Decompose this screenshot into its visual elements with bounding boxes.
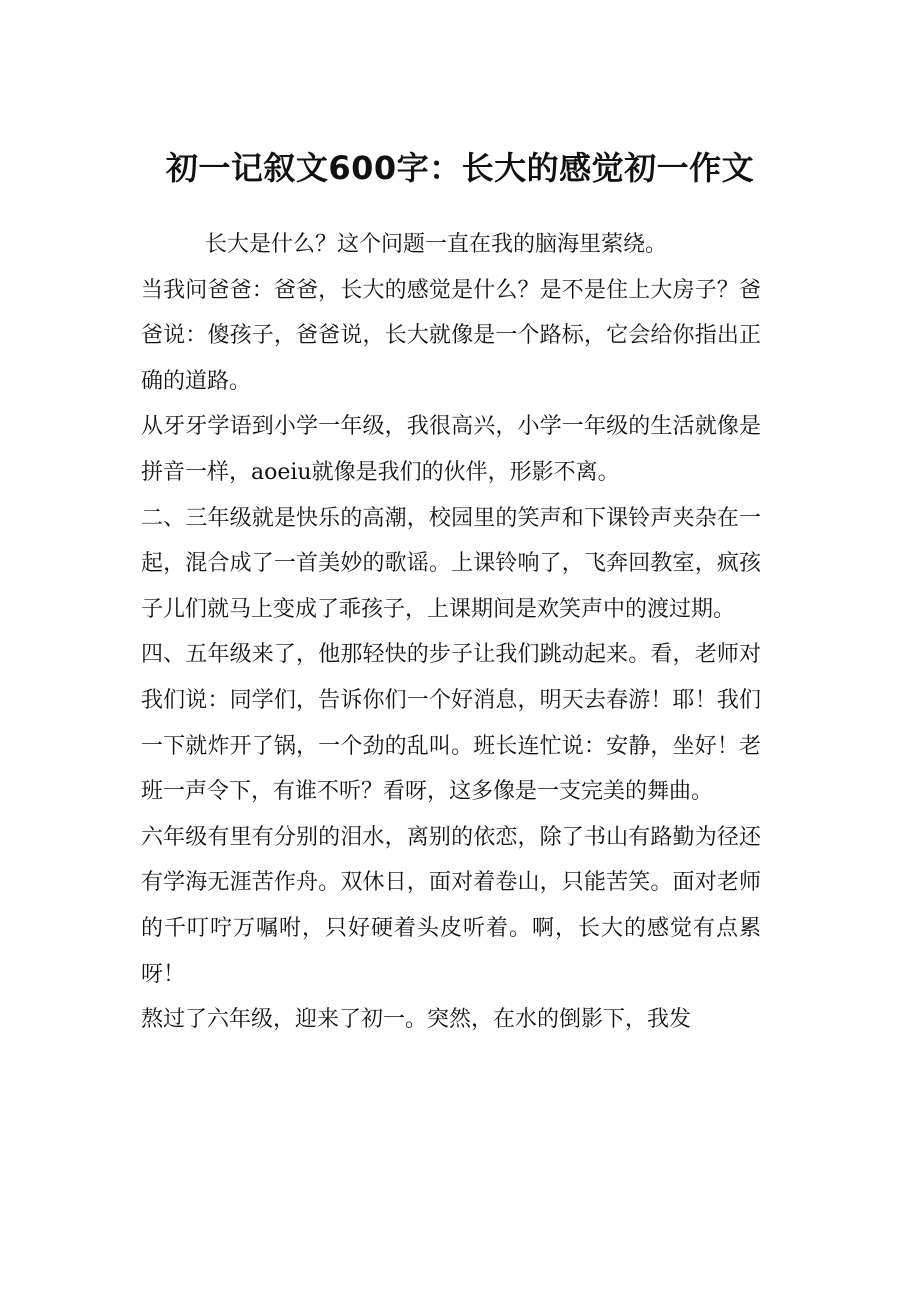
paragraph-2: 当我问爸爸：爸爸，长大的感觉是什么？是不是住上大房子？爸爸说：傻孩子，爸爸说，长大就像是一个路标，它会给你指出正确的道路。 (141, 277, 761, 394)
paragraph-7: 熬过了六年级，迎来了初一。突然，在水的倒影下，我发 (141, 1007, 692, 1033)
paragraph-5: 四、五年级来了，他那轻快的步子让我们跳动起来。看，老师对我们说：同学们，告诉你们一个好消息，明天去春游！耶！我们一下就炸开了锅，一个劲的乱叫。班长连忙说：安静，坐好！老班一声令下，有谁不听？看呀，这多像是一支完美的舞曲。 (141, 642, 761, 805)
paragraph-1: 长大是什么？这个问题一直在我的脑海里萦绕。 (205, 232, 668, 257)
paragraph-6: 六年级有里有分别的泪水，离别的依恋，除了书山有路勤为径还有学海无涯苦作舟。双休日，面对着卷山，只能苦笑。面对老师的千叮咛万嘱咐，只好硬着头皮听着。啊，长大的感觉有点累呀！ (141, 824, 761, 987)
paragraph-4: 二、三年级就是快乐的高潮，校园里的笑声和下课铃声夹杂在一起，混合成了一首美妙的歌谣。上课铃响了，飞奔回教室，疯孩子儿们就马上变成了乖孩子，上课期间是欢笑声中的渡过期。 (141, 505, 761, 622)
document-title: 初一记叙文600字：长大的感觉初一作文 (165, 149, 755, 187)
paragraph-3: 从牙牙学语到小学一年级，我很高兴，小学一年级的生活就像是拼音一样，aoeiu就像是我们的伙伴，形影不离。 (141, 414, 761, 485)
document-body (141, 222, 761, 1043)
